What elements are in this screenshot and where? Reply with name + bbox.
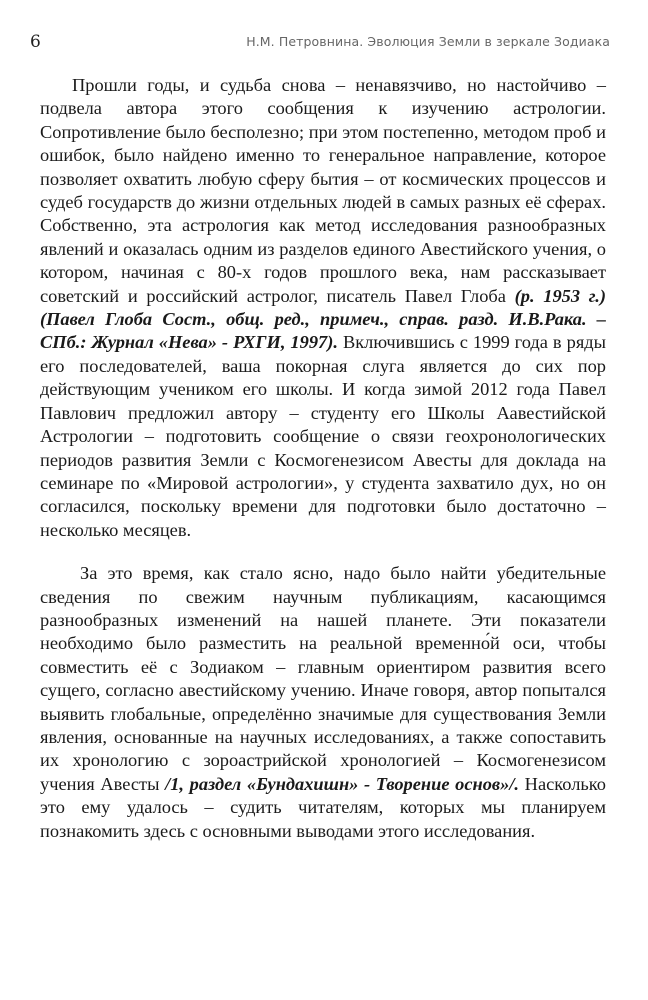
paragraph-2-text-a: За это время, как стало ясно, надо было найти убедительные сведения по свежим научным публикациям, касающимся разнообразных изменений на нашей планете. Эти показатели необходимо было разместить на реальной временно́й оси, чтобы совместить её с Зодиаком – главным ориентиром развития всего сущего, согласно авестийскому учению. Иначе говоря, автор попытался выявить глобальные, определённо значимые для существования Земли явления, основанные на научных исследованиях, а также сопоставить их хронологию с зороастрийской хронологией – Космогенезисом учения Авесты	[40, 563, 606, 794]
body-text	[40, 74, 606, 843]
page-header	[30, 32, 610, 54]
paragraph-1	[40, 74, 606, 542]
page-number: 6	[30, 32, 41, 52]
paragraph-1-text-c: Включившись с 1999 года в ряды его последователей, ваша покорная слуга является до сих пор действующим учеником его школы. И когда зимой 2012 года Павел Павлович предложил автору – студенту его Школы Аавестийской Астрологии – подготовить сообщение о связи геохронологических периодов развития Земли с Космогенезисом Авесты для доклада на семинаре по «Мировой астрологии», у студента захватило дух, но он согласился, поскольку времени для подготовки было достаточно – несколько месяцев.	[40, 332, 606, 540]
paragraph-1-text-a: Прошли годы, и судьба снова – ненавязчиво, но настойчиво – подвела автора этого сообщения к изучению астрологии. Сопротивление было бесполезно; при этом постепенно, методом проб и ошибок, было найдено именно то генеральное направление, которое позволяет охватить любую сферу бытия – от космических процессов и судеб государств до жизни отдельных людей в самых разных её сферах. Собственно, эта астрология как метод исследования разнообразных явлений и оказалась одним из разделов единого Авестийского учения, о котором, начиная с 80-х годов прошлого века, нам рассказывает советский и российский астролог, писатель Павел Глоба	[40, 75, 606, 306]
citation-globa: (Павел Глоба Сост., общ. ред., примеч., справ. разд. И.В.Рака. – СПб.: Журнал «Нева» - РХГИ, 1997).	[40, 309, 606, 353]
paragraph-2	[40, 562, 606, 843]
running-title: Н.М. Петровнина. Эволюция Земли в зеркале Зодиака	[246, 34, 610, 49]
paragraph-2-text-b: Насколько это ему удалось – судить читателям, которых мы планируем познакомить здесь с основными выводами этого исследования.	[40, 773, 606, 841]
citation-bundahishn: /1, раздел «Бундахишн» - Творение основ»/.	[165, 773, 520, 794]
birth-year-note: (р. 1953 г.)	[514, 285, 607, 306]
